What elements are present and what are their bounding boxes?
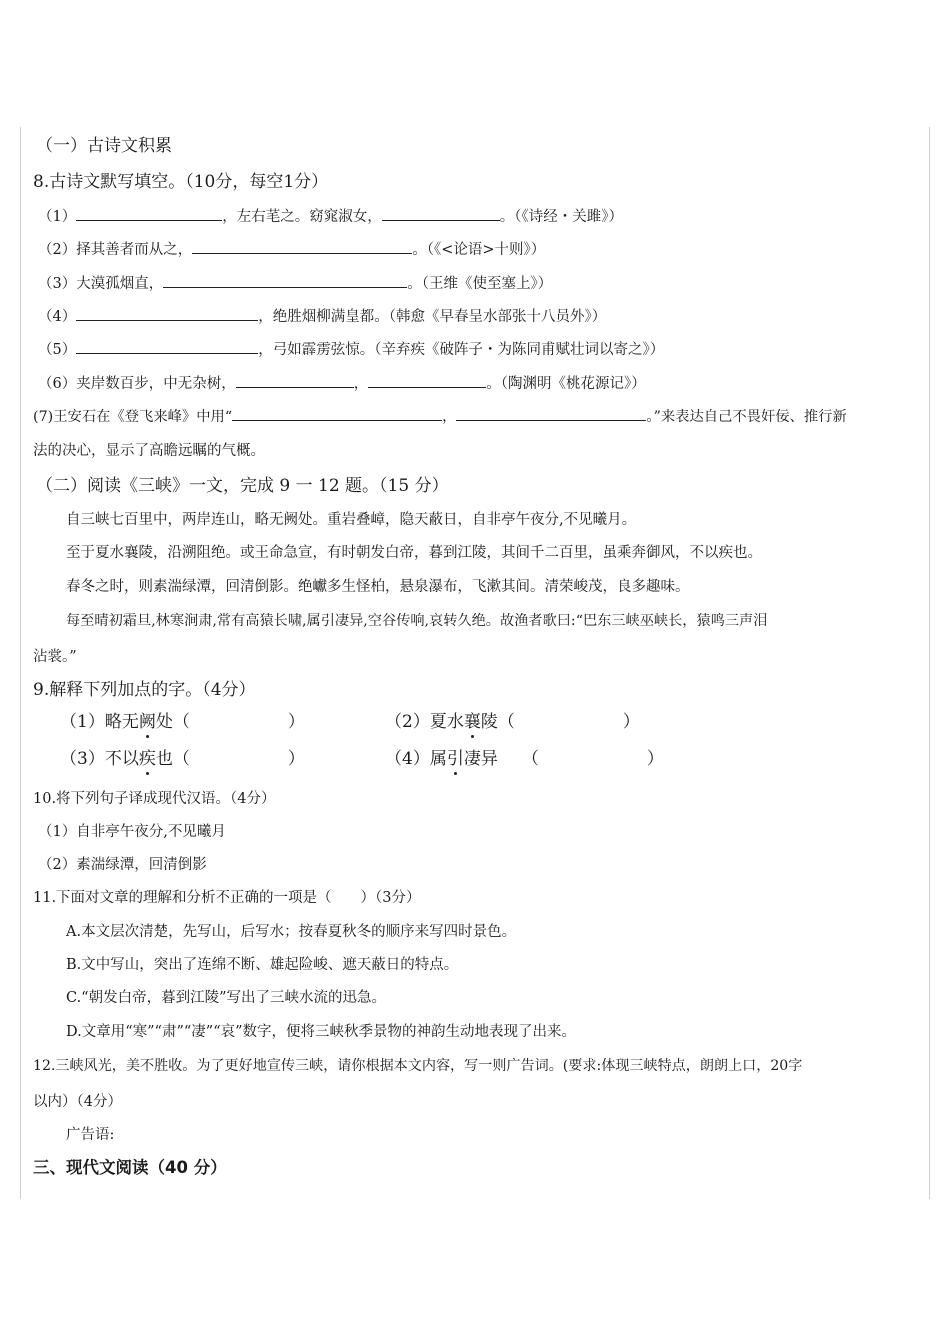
dotted-char: 疾 [138,749,156,769]
q8-item-7: (7)王安石在《登飞来峰》中用“ ， 。”来表达自己不畏奸佞、推行新 [33,405,847,427]
question-8-stem: 8.古诗文默写填空。（10分，每空1分） [33,172,329,192]
passage-paragraph-2: 至于夏水襄陵，沿溯阻绝。或王命急宣，有时朝发白帝，暮到江陵，其间千二百里，虽乘奔御风，不以疾也。 [66,545,762,561]
q8-item-1: （1） ，左右芼之。窈窕淑女， 。（《诗经・关雎》） [38,205,623,227]
section-one-title: （一）古诗文积累 [36,136,172,156]
answer-blank[interactable] [76,305,258,321]
q8-item-7-cont: 法的决心，显示了高瞻远瞩的气概。 [33,443,265,459]
answer-blank[interactable] [76,205,222,221]
q9-item-1: （1）略无阙处（ ） [60,712,305,732]
ad-label: 广告语: [66,1127,115,1143]
q8-item-3: （3）大漠孤烟直， 。（王维《使至塞上》） [38,272,552,294]
question-9-stem: 9.解释下列加点的字。（4分） [33,680,256,700]
q9-item-4: （4）属引凄异 （ ） [385,749,664,769]
answer-blank[interactable] [76,338,258,354]
question-11-stem: 11.下面对文章的理解和分析不正确的一项是（ ）（3分） [33,890,421,906]
dotted-char: 引 [446,749,464,769]
dotted-char: 阙 [138,712,156,732]
q11-option-b[interactable]: B.文中写山，突出了连绵不断、雄起险峻、遮天蔽日的特点。 [66,957,459,973]
passage-paragraph-4: 每至晴初霜旦,林寒涧肃,常有高猿长啸,属引凄异,空谷传响,哀转久绝。故渔者歌曰:“巴东三峡巫峡长，猿鸣三声泪 [66,613,768,629]
q9-item-2: （2）夏水襄陵（ ） [385,712,640,732]
q8-item-6: （6）夹岸数百步，中无杂树， ， 。（陶渊明《桃花源记》） [38,372,646,394]
answer-blank[interactable] [456,405,646,421]
answer-blank[interactable] [236,372,354,388]
q10-item-1: （1）自非亭午夜分,不见曦月 [38,824,226,840]
q10-item-2: （2）素湍绿潭，回清倒影 [38,857,207,873]
q11-option-c[interactable]: C.“朝发白帝，暮到江陵”写出了三峡水流的迅急。 [66,990,387,1006]
answer-blank[interactable] [382,205,500,221]
question-10-stem: 10.将下列句子译成现代汉语。（4分） [33,791,276,807]
answer-blank[interactable] [232,405,442,421]
q8-item-5: （5） ，弓如霹雳弦惊。（辛弃疾《破阵子・为陈同甫赋壮词以寄之》） [38,338,664,360]
passage-paragraph-1: 自三峡七百里中，两岸连山，略无阙处。重岩叠嶂，隐天蔽日，自非亭午夜分,不见曦月。 [66,512,637,528]
question-12-stem-cont: 以内）（4分） [33,1094,122,1110]
passage-paragraph-3: 春冬之时，则素湍绿潭，回清倒影。绝巘多生怪柏，悬泉瀑布，飞漱其间。清荣峻茂，良多趣味。 [66,579,690,595]
answer-blank[interactable] [163,272,407,288]
q11-option-a[interactable]: A.本文层次清楚，先写山，后写水；按春夏秋冬的顺序来写四时景色。 [66,924,517,940]
dotted-char: 襄 [463,712,481,732]
question-12-stem: 12.三峡风光，美不胜收。为了更好地宣传三峡，请你根据本文内容，写一则广告词。(要求:体现三峡特点，朗朗上口，20字 [33,1058,803,1074]
section-three-title: 三、现代文阅读（40 分） [33,1158,227,1177]
answer-blank[interactable] [192,238,412,254]
q9-item-3: （3）不以疾也（ ） [60,749,305,769]
q8-item-2: （2）择其善者而从之， 。（《<论语>十则》） [38,238,545,260]
answer-blank[interactable] [368,372,486,388]
q8-item-4: （4） ，绝胜烟柳满皇都。（韩愈《早春呈水部张十八员外》） [38,305,606,327]
passage-paragraph-4-cont: 沾裳。” [33,649,77,665]
q11-option-d[interactable]: D.文章用“寒”“肃”“凄”“哀”数字，便将三峡秋季景物的神韵生动地表现了出来。 [66,1024,577,1040]
section-two-title: （二）阅读《三峡》一文，完成 9 一 12 题。（15 分） [36,476,449,496]
